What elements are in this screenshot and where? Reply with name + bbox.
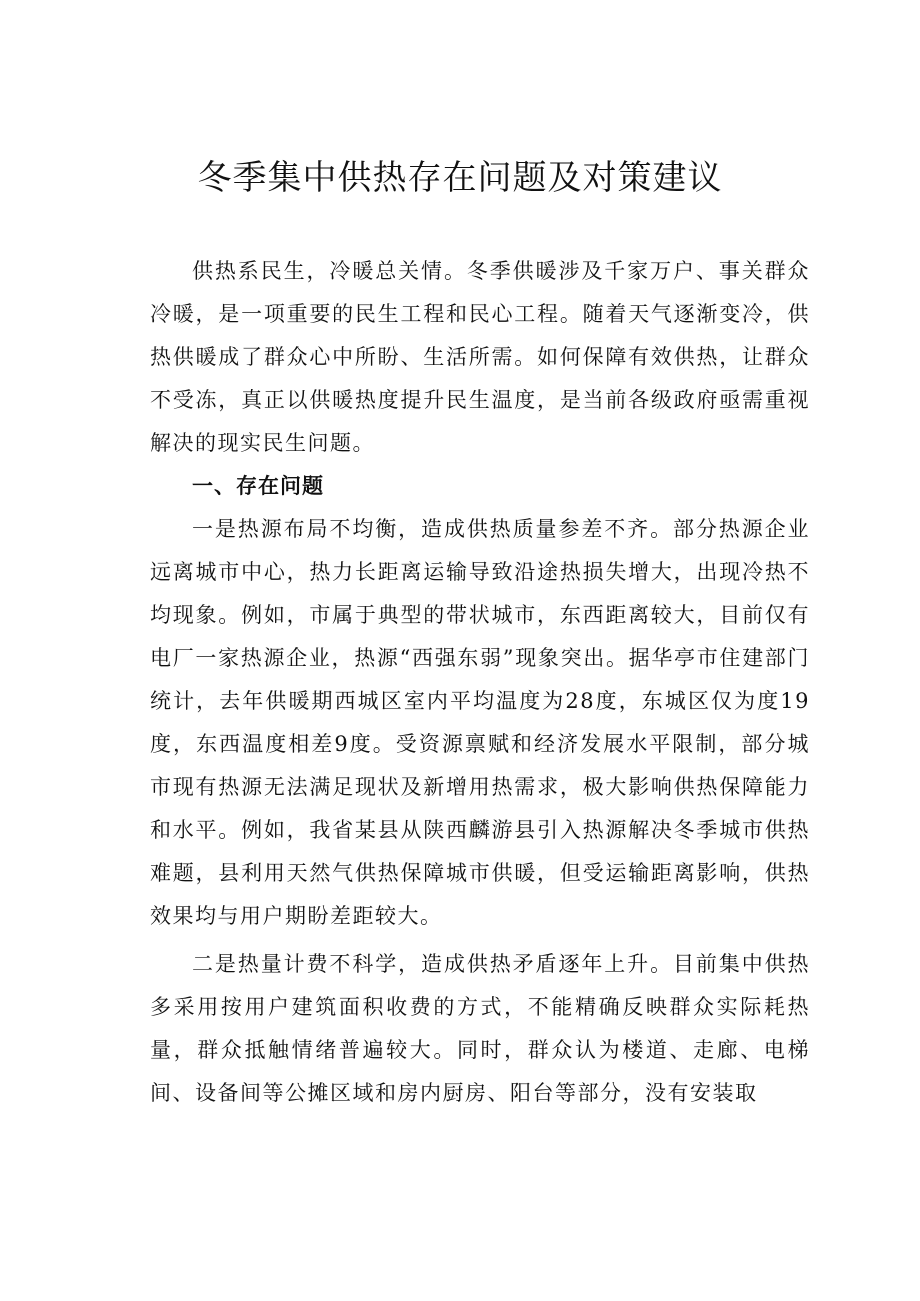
problem-paragraph-1: 一是热源布局不均衡，造成供热质量参差不齐。部分热源企业远离城市中心，热力长距离运输导致沿途热损失增大，出现冷热不均现象。例如，市属于典型的带状城市，东西距离较大，目前仅有电厂一家热源企业，热源“西强东弱”现象突出。据华亭市住建部门统计，去年供暖期西城区室内平均温度为28度，东城区仅为度19度，东西温度相差9度。受资源禀赋和经济发展水平限制，部分城市现有热源无法满足现状及新增用热需求，极大影响供热保障能力和水平。例如，我省某县从陕西麟游县引入热源解决冬季城市供热难题，县利用天然气供热保障城市供暖，但受运输距离影响，供热效果均与用户期盼差距较大。	[150, 517, 810, 928]
document-body	[150, 250, 810, 1115]
document-title: 冬季集中供热存在问题及对策建议	[197, 158, 723, 198]
intro-paragraph: 供热系民生，冷暖总关情。冬季供暖涉及千家万户、事关群众冷暖，是一项重要的民生工程和民心工程。随着天气逐渐变冷，供热供暖成了群众心中所盼、生活所需。如何保障有效供热，让群众不受冻，真正以供暖热度提升民生温度，是当前各级政府亟需重视解决的现实民生问题。	[150, 259, 810, 455]
section-heading-problems: 一、存在问题	[192, 474, 324, 498]
problem-paragraph-2: 二是热量计费不科学，造成供热矛盾逐年上升。目前集中供热多采用按用户建筑面积收费的方式，不能精确反映群众实际耗热量，群众抵触情绪普遍较大。同时，群众认为楼道、走廊、电梯间、设备间等公摊区域和房内厨房、阳台等部分，没有安装取	[150, 952, 810, 1105]
